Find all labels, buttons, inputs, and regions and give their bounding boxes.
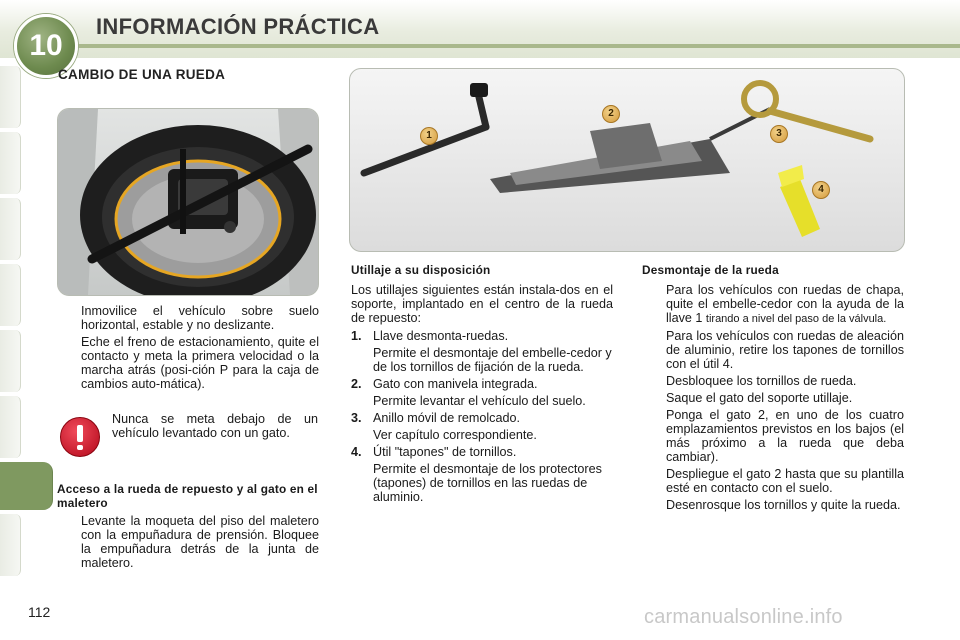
tool-desc: Permite levantar el vehículo del suelo. — [373, 394, 586, 408]
side-tab[interactable] — [0, 514, 21, 576]
page-title: INFORMACIÓN PRÁCTICA — [96, 14, 380, 39]
chapter-badge: 10 — [14, 14, 78, 78]
bullet-item: Para los vehículos con ruedas de aleación de aluminio, retire los tapones de tornillos con el útil 4. — [666, 329, 904, 371]
warning-icon — [60, 417, 100, 457]
bullet-item: Eche el freno de estacionamiento, quite el contacto y meta la primera velocidad o la marcha atrás (posi-ción P para la caja de cambios auto-mática). — [81, 335, 319, 391]
bullet-item: Despliegue el gato 2 hasta que su plantilla esté en contacto con el suelo. — [666, 467, 904, 495]
bullet-item: Para los vehículos con ruedas de chapa, quite el embelle-cedor con la ayuda de la llave 1 tirando a nivel del paso de la válvula. — [666, 283, 904, 325]
tool-item: 1. Llave desmonta-ruedas. — [351, 329, 509, 343]
tool-badge-2: 2 — [602, 105, 620, 123]
tool-desc: Permite el desmontaje de los protectores (tapones) de tornillos en las ruedas de aluminio. — [373, 462, 602, 504]
bullet-item: Saque el gato del soporte utillaje. — [666, 391, 853, 405]
tools-illustration — [349, 68, 905, 252]
middle-column — [351, 263, 613, 507]
tool-item: 3. Anillo móvil de remolcado. — [351, 411, 520, 425]
removal-title: Desmontaje de la rueda — [642, 263, 779, 277]
tool-badge-3: 3 — [770, 125, 788, 143]
side-tab[interactable] — [0, 66, 21, 128]
access-title: Acceso a la rueda de repuesto y al gato en el maletero — [57, 482, 318, 510]
section-title: CAMBIO DE UNA RUEDA — [58, 67, 226, 82]
side-tab-active[interactable] — [0, 462, 53, 510]
side-tab[interactable] — [0, 396, 21, 458]
tool-desc: Permite el desmontaje del embelle-cedor y de los tornillos de fijación de la rueda. — [373, 346, 612, 374]
tools-title: Utillaje a su disposición — [351, 263, 491, 277]
side-tab[interactable] — [0, 264, 21, 326]
right-column — [642, 263, 904, 515]
tools-drawing — [350, 69, 904, 251]
spare-wheel-illustration — [57, 108, 319, 296]
header-rule — [60, 44, 960, 48]
bullet-item: Levante la moqueta del piso del maletero con la empuñadura de prensión. Bloquee la empuñadura detrás de la junta de maletero. — [81, 514, 319, 570]
tool-badge-1: 1 — [420, 127, 438, 145]
tools-intro: Los utillajes siguientes están instala-dos en el soporte, implantado en el centro de la rueda de repuesto: — [351, 283, 613, 325]
watermark: carmanualsonline.info — [644, 606, 843, 628]
warning-text: Nunca se meta debajo de un vehículo levantado con un gato. — [112, 412, 318, 440]
bullet-item: Inmovilice el vehículo sobre suelo horizontal, estable y no deslizante. — [81, 304, 319, 332]
side-tab[interactable] — [0, 198, 21, 260]
tool-desc: Ver capítulo correspondiente. — [373, 428, 537, 442]
tool-item: 2. Gato con manivela integrada. — [351, 377, 538, 391]
bullet-item: Desbloquee los tornillos de rueda. — [666, 374, 857, 388]
page-number: 112 — [28, 604, 51, 620]
bullet-item: Desenrosque los tornillos y quite la rueda. — [666, 498, 901, 512]
side-tab[interactable] — [0, 132, 21, 194]
spare-wheel-drawing — [58, 109, 318, 295]
left-column — [57, 304, 319, 394]
tool-badge-4: 4 — [812, 181, 830, 199]
side-tab[interactable] — [0, 330, 21, 392]
access-section — [57, 482, 319, 573]
tool-item: 4. Útil "tapones" de tornillos. — [351, 445, 517, 459]
bullet-item: Ponga el gato 2, en uno de los cuatro emplazamientos previstos en los bajos (el más próximo a la rueda que deba cambiar). — [666, 408, 904, 464]
